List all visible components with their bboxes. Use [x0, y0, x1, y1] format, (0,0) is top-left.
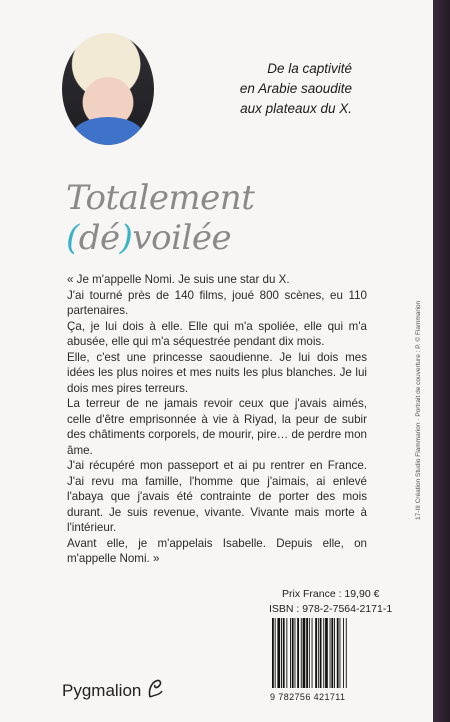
barcode-bar [340, 618, 341, 688]
barcode-bar [312, 618, 313, 688]
barcode-digits: 9 782756 421711 [270, 692, 346, 702]
barcode-bar [320, 618, 322, 688]
blurb-paragraph: La terreur de ne jamais revoir ceux que j'avais aimés, celle d'être emprisonnée à vie à Riyad, la peur de subir des châtiments corporels, de mourir, pire… de perdre mon âme. [67, 397, 367, 457]
barcode-bar [301, 618, 302, 688]
barcode-bar [309, 618, 310, 688]
title-rest: voilée [132, 218, 232, 258]
tagline [182, 59, 352, 119]
tagline-line: De la captivité [267, 61, 352, 76]
barcode-bar [286, 618, 287, 688]
barcode [270, 618, 378, 702]
title-insert: dé [78, 218, 120, 258]
blurb [67, 272, 367, 567]
barcode-bar [272, 618, 274, 688]
barcode-bars [270, 618, 378, 690]
blurb-paragraph: Elle, c'est une princesse saoudienne. Je lui dois mes idées les plus noires et mes nuits les plus blanches. Je lui dois mes pires terreurs. [67, 350, 367, 395]
barcode-bar [283, 618, 285, 688]
blurb-paragraph: J'ai tourné près de 140 films, joué 800 scènes, eu 110 partenaires. [67, 288, 367, 317]
isbn: ISBN : 978-2-7564-2171-1 [269, 603, 393, 615]
barcode-bar [337, 618, 339, 688]
blurb-paragraph: Avant elle, je m'appelais Isabelle. Depuis elle, on m'appelle Nomi. » [67, 536, 367, 565]
barcode-bar [292, 618, 294, 688]
barcode-bar [297, 618, 299, 688]
credits: 17-III Création Studio Flammarion · Portrait de couverture : P. © Flammarion [415, 300, 422, 520]
publisher-logo [62, 677, 164, 701]
book-title-line1: Totalement [66, 178, 255, 218]
barcode-bar [334, 618, 335, 688]
barcode-bar [343, 618, 344, 688]
tagline-line: en Arabie saoudite [239, 81, 352, 96]
barcode-bar [318, 618, 319, 688]
publisher-name: Pygmalion [62, 681, 142, 700]
publisher-mark-icon [146, 677, 164, 699]
barcode-bar [323, 618, 324, 688]
title-close-paren: ) [119, 218, 133, 258]
spine-edge [433, 0, 450, 722]
barcode-bar [290, 618, 291, 688]
title-open-paren: ( [66, 218, 79, 258]
barcode-bar [331, 618, 333, 688]
blurb-paragraph: Ça, je lui dois à elle. Elle qui m'a spoliée, elle qui m'a abusée, elle qui m'a séquestrée pendant dix mois. [67, 319, 367, 348]
barcode-bar [295, 618, 296, 688]
barcode-bar [275, 618, 276, 688]
barcode-bar [277, 618, 280, 688]
author-portrait [62, 33, 154, 145]
portrait-shoulders [72, 117, 144, 145]
book-title-line2 [66, 218, 231, 258]
tagline-line: aux plateaux du X. [240, 101, 352, 116]
barcode-bar [315, 618, 317, 688]
barcode-bar [330, 618, 331, 688]
price: Prix France : 19,90 € [282, 588, 380, 600]
barcode-bar [306, 618, 308, 688]
blurb-paragraph: « Je m'appelle Nomi. Je suis une star du X. [67, 273, 290, 286]
barcode-bar [346, 618, 347, 688]
blurb-paragraph: J'ai récupéré mon passeport et ai pu rentrer en France. J'ai revu ma famille, l'homme que j'aimais, ai enlevé l'abaya que j'avais été contrainte de porter des mois durant. Je suis revenue, vivante. Vivante mais morte à l'intérieur. [67, 459, 367, 534]
barcode-bar [281, 618, 282, 688]
barcode-bar [303, 618, 306, 688]
barcode-bar [325, 618, 328, 688]
